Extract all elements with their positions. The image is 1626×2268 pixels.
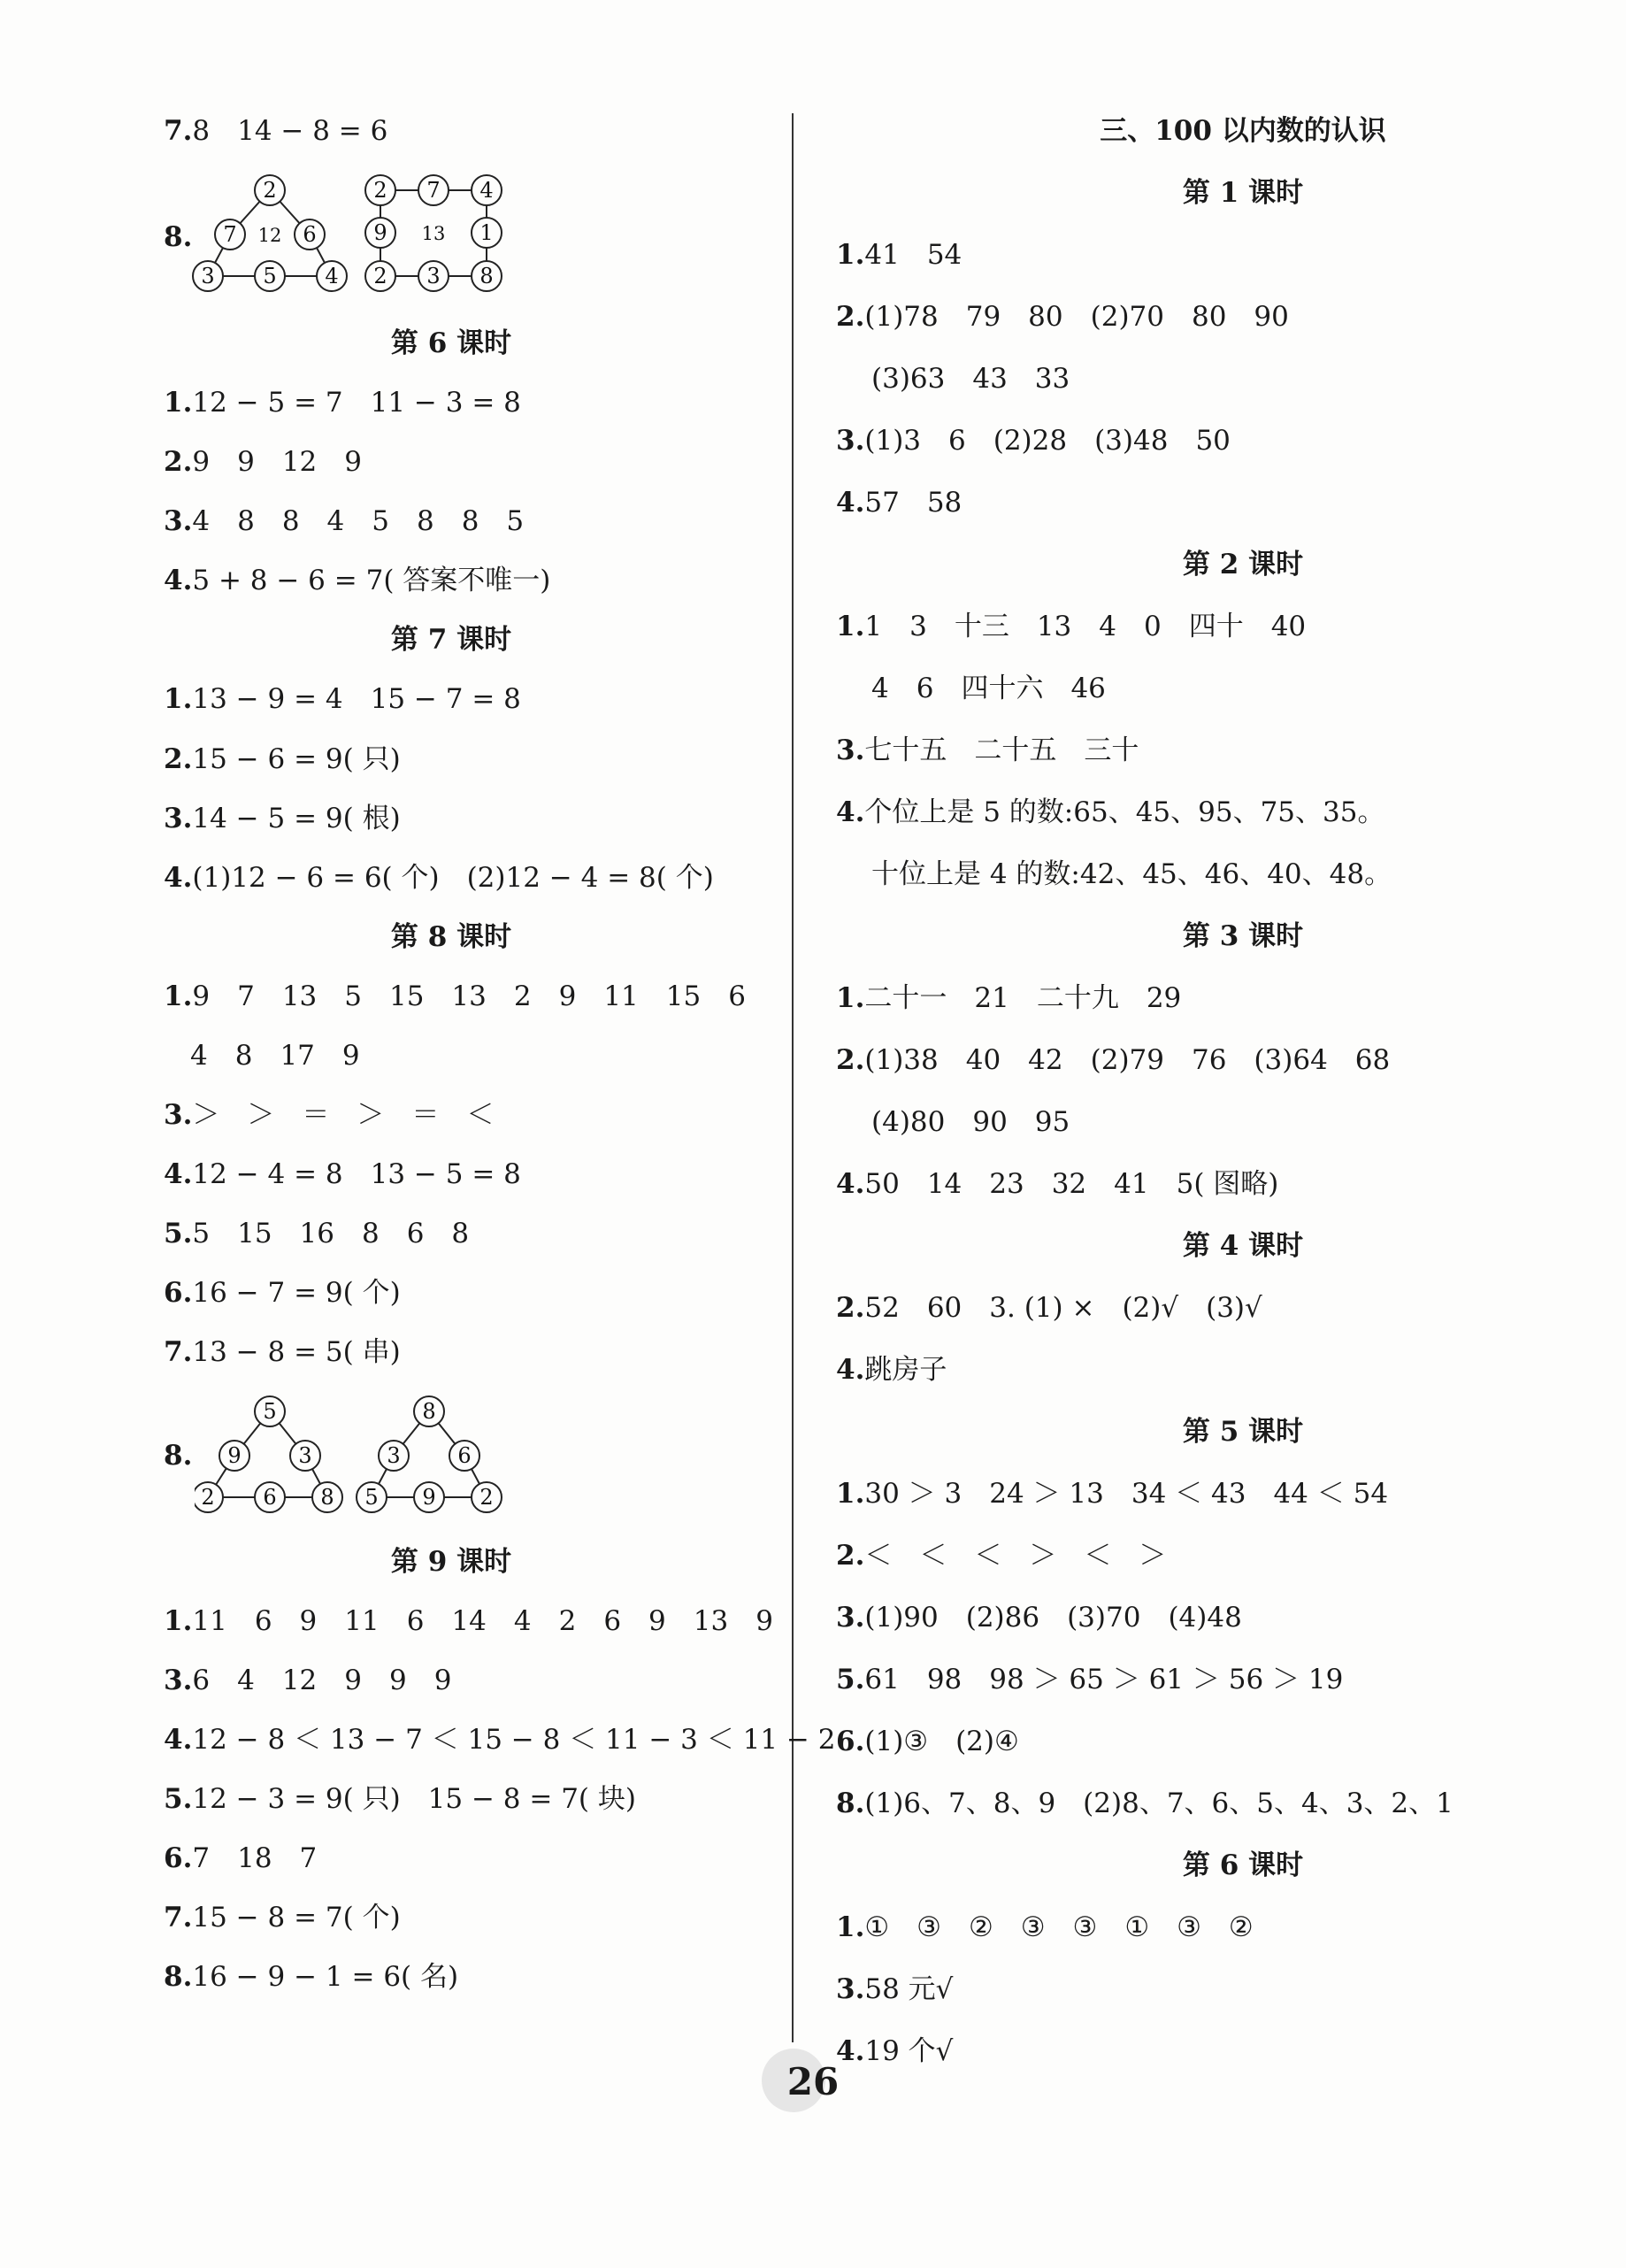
answer-line: 3.14 − 5 = 9( 根) xyxy=(164,803,401,834)
answer-line: 8.16 − 9 − 1 = 6( 名) xyxy=(164,1961,459,1993)
node: 2 xyxy=(373,264,387,288)
answer-line: 5.12 − 3 = 9( 只) 15 − 8 = 7( 块) xyxy=(164,1783,636,1815)
puzzle-label: 8. xyxy=(164,221,193,253)
section-title: 第 4 课时 xyxy=(1182,1230,1304,1262)
answer-line: 8.(1)6、7、8、9 (2)8、7、6、5、4、3、2、1 xyxy=(836,1787,1453,1819)
answer-line: 7.15 − 8 = 7( 个) xyxy=(164,1902,401,1934)
node: 3 xyxy=(426,264,441,288)
answer-line: 1.11 6 9 11 6 14 4 2 6 9 13 9 xyxy=(164,1605,773,1637)
answer-line: 1.12 − 5 = 7 11 − 3 = 8 xyxy=(164,387,521,419)
node: 9 xyxy=(227,1443,242,1468)
section-title: 第 8 课时 xyxy=(390,921,512,953)
node: 2 xyxy=(479,1485,494,1510)
answer-line: 4.50 14 23 32 41 5( 图略) xyxy=(836,1168,1279,1200)
node: 6 xyxy=(457,1443,472,1468)
center-value: 12 xyxy=(257,225,282,246)
answer-line: 1.13 − 9 = 4 15 − 7 = 8 xyxy=(164,683,521,715)
answer-line: 4.12 − 4 = 8 13 − 5 = 8 xyxy=(164,1158,521,1190)
answer-line: 2.(1)38 40 42 (2)79 76 (3)64 68 xyxy=(836,1044,1391,1076)
answer-line: 4.(1)12 − 6 = 6( 个) (2)12 − 4 = 8( 个) xyxy=(164,862,714,894)
answer-line: 2.52 60 3. (1) × (2)√ (3)√ xyxy=(836,1292,1262,1324)
answer-line: (4)80 90 95 xyxy=(871,1106,1070,1138)
section-title: 第 3 课时 xyxy=(1182,920,1304,952)
answer-line: 3.七十五 二十五 三十 xyxy=(836,734,1139,766)
node: 6 xyxy=(263,1485,277,1510)
node: 5 xyxy=(263,1399,277,1424)
answer-line: 2.15 − 6 = 9( 只) xyxy=(164,743,401,775)
node: 5 xyxy=(263,264,277,288)
answer-line: 7.8 14 − 8 = 6 xyxy=(164,115,388,147)
section-title: 第 7 课时 xyxy=(390,624,512,656)
node: 3 xyxy=(387,1443,401,1468)
number-triangle-puzzle xyxy=(195,1394,531,1522)
section-title: 第 2 课时 xyxy=(1182,549,1304,580)
answer-line: 1.9 7 13 5 15 13 2 9 11 15 6 xyxy=(164,980,746,1012)
node: 2 xyxy=(373,178,387,203)
number-triangle-puzzle xyxy=(190,173,526,301)
answer-line: 3.(1)90 (2)86 (3)70 (4)48 xyxy=(836,1602,1242,1634)
answer-line: 1.41 54 xyxy=(836,239,963,271)
answer-line: 4.57 58 xyxy=(836,487,963,519)
node: 8 xyxy=(320,1485,334,1510)
page-number: 26 xyxy=(786,2060,840,2103)
node: 7 xyxy=(426,178,441,203)
answer-line: 4 8 17 9 xyxy=(190,1040,360,1072)
answer-line: 1.二十一 21 二十九 29 xyxy=(836,982,1182,1014)
answer-line: 4.12 − 8 ＜ 13 − 7 ＜ 15 − 8 ＜ 11 − 3 ＜ 11 − 2 xyxy=(164,1724,836,1756)
answer-line: 5.5 15 16 8 6 8 xyxy=(164,1218,470,1249)
section-title: 第 6 课时 xyxy=(390,327,512,359)
answer-line: 3.4 8 8 4 5 8 8 5 xyxy=(164,505,525,537)
answer-line: 7.13 − 8 = 5( 串) xyxy=(164,1336,401,1368)
answer-line: 6.(1)③ (2)④ xyxy=(836,1726,1019,1757)
answer-line: 4.个位上是 5 的数:65、45、95、75、35。 xyxy=(836,796,1385,828)
node: 1 xyxy=(479,220,494,245)
section-title: 第 6 课时 xyxy=(1182,1849,1304,1881)
answer-line: 1.30 ＞ 3 24 ＞ 13 34 ＜ 43 44 ＜ 54 xyxy=(836,1478,1389,1510)
answer-line: 3.＞ ＞ ＝ ＞ ＝ ＜ xyxy=(164,1099,495,1131)
answer-line: (3)63 43 33 xyxy=(871,363,1070,395)
node: 2 xyxy=(201,1485,215,1510)
node: 4 xyxy=(479,178,494,203)
answer-line: 5.61 98 98 ＞ 65 ＞ 61 ＞ 56 ＞ 19 xyxy=(836,1664,1344,1695)
answer-line: 6.16 − 7 = 9( 个) xyxy=(164,1277,401,1309)
node: 7 xyxy=(223,222,237,247)
answer-line: 3.(1)3 6 (2)28 (3)48 50 xyxy=(836,425,1231,457)
answer-line: 2.＜ ＜ ＜ ＞ ＜ ＞ xyxy=(836,1540,1167,1572)
answer-line: 4.5 + 8 − 6 = 7( 答案不唯一) xyxy=(164,565,551,596)
answer-line: 1.1 3 十三 13 4 0 四十 40 xyxy=(836,611,1307,642)
puzzle-label: 8. xyxy=(164,1440,193,1472)
node: 9 xyxy=(373,220,387,245)
node: 4 xyxy=(325,264,339,288)
node: 2 xyxy=(263,178,277,203)
answer-line: 1.① ③ ② ③ ③ ① ③ ② xyxy=(836,1911,1254,1943)
section-title: 第 5 课时 xyxy=(1182,1416,1304,1448)
answer-line: 4.跳房子 xyxy=(836,1354,947,1386)
node: 9 xyxy=(422,1485,436,1510)
node: 8 xyxy=(479,264,494,288)
answer-line: 6.7 18 7 xyxy=(164,1842,318,1874)
answer-line: 4.19 个√ xyxy=(836,2035,954,2067)
answer-line: 3.58 元√ xyxy=(836,1973,954,2005)
node: 5 xyxy=(364,1485,379,1510)
answer-line: 十位上是 4 的数:42、45、46、40、48。 xyxy=(871,858,1392,890)
node: 3 xyxy=(298,1443,312,1468)
node: 6 xyxy=(303,222,317,247)
node: 3 xyxy=(201,264,215,288)
answer-line: 2.9 9 12 9 xyxy=(164,446,362,478)
center-value: 13 xyxy=(421,223,446,244)
section-title: 第 9 课时 xyxy=(390,1546,512,1578)
answer-line: 2.(1)78 79 80 (2)70 80 90 xyxy=(836,301,1289,333)
answer-line: 3.6 4 12 9 9 9 xyxy=(164,1664,452,1696)
node: 8 xyxy=(422,1399,436,1424)
section-title: 第 1 课时 xyxy=(1182,177,1304,209)
chapter-title: 三、100 以内数的认识 xyxy=(1100,115,1386,147)
answer-line: 4 6 四十六 46 xyxy=(871,673,1106,704)
